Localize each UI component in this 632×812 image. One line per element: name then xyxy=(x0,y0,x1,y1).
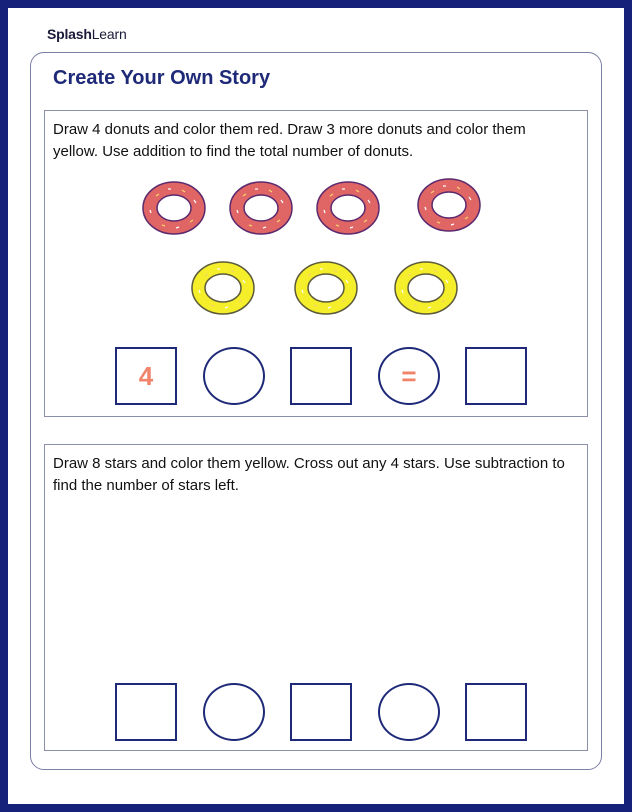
task-subtraction-box xyxy=(44,444,588,751)
donut-yellow-2 xyxy=(295,262,357,314)
donut-red-2 xyxy=(230,182,292,234)
worksheet-page xyxy=(8,8,624,804)
addend-2-box[interactable] xyxy=(290,347,352,405)
task-addition-instruction: Draw 4 donuts and color them red. Draw 3 more donuts and color them yellow. Use addition to find the total number of donuts. xyxy=(53,121,526,160)
splashlearn-logo xyxy=(47,26,127,42)
brand-bold: Splash xyxy=(47,26,92,42)
donut-red-3 xyxy=(317,182,379,234)
operator-circle-2[interactable] xyxy=(203,683,265,741)
donut-yellow-3 xyxy=(395,262,457,314)
subtrahend-box[interactable] xyxy=(290,683,352,741)
addend-1-box[interactable]: 4 xyxy=(115,347,177,405)
difference-box[interactable] xyxy=(465,683,527,741)
equals-circle[interactable]: = xyxy=(378,347,440,405)
donut-red-4 xyxy=(418,179,480,231)
donut-red-1 xyxy=(143,182,205,234)
donut-yellow-1 xyxy=(192,262,254,314)
brand-light: Learn xyxy=(91,26,127,42)
task-addition-box xyxy=(44,110,588,417)
operator-circle[interactable] xyxy=(203,347,265,405)
minuend-box[interactable] xyxy=(115,683,177,741)
worksheet-card xyxy=(30,52,602,770)
equals-circle-2[interactable] xyxy=(378,683,440,741)
task-subtraction-instruction: Draw 8 stars and color them yellow. Cross out any 4 stars. Use subtraction to find the number of stars left. xyxy=(53,455,565,494)
page-title: Create Your Own Story xyxy=(53,67,271,89)
sum-box[interactable] xyxy=(465,347,527,405)
